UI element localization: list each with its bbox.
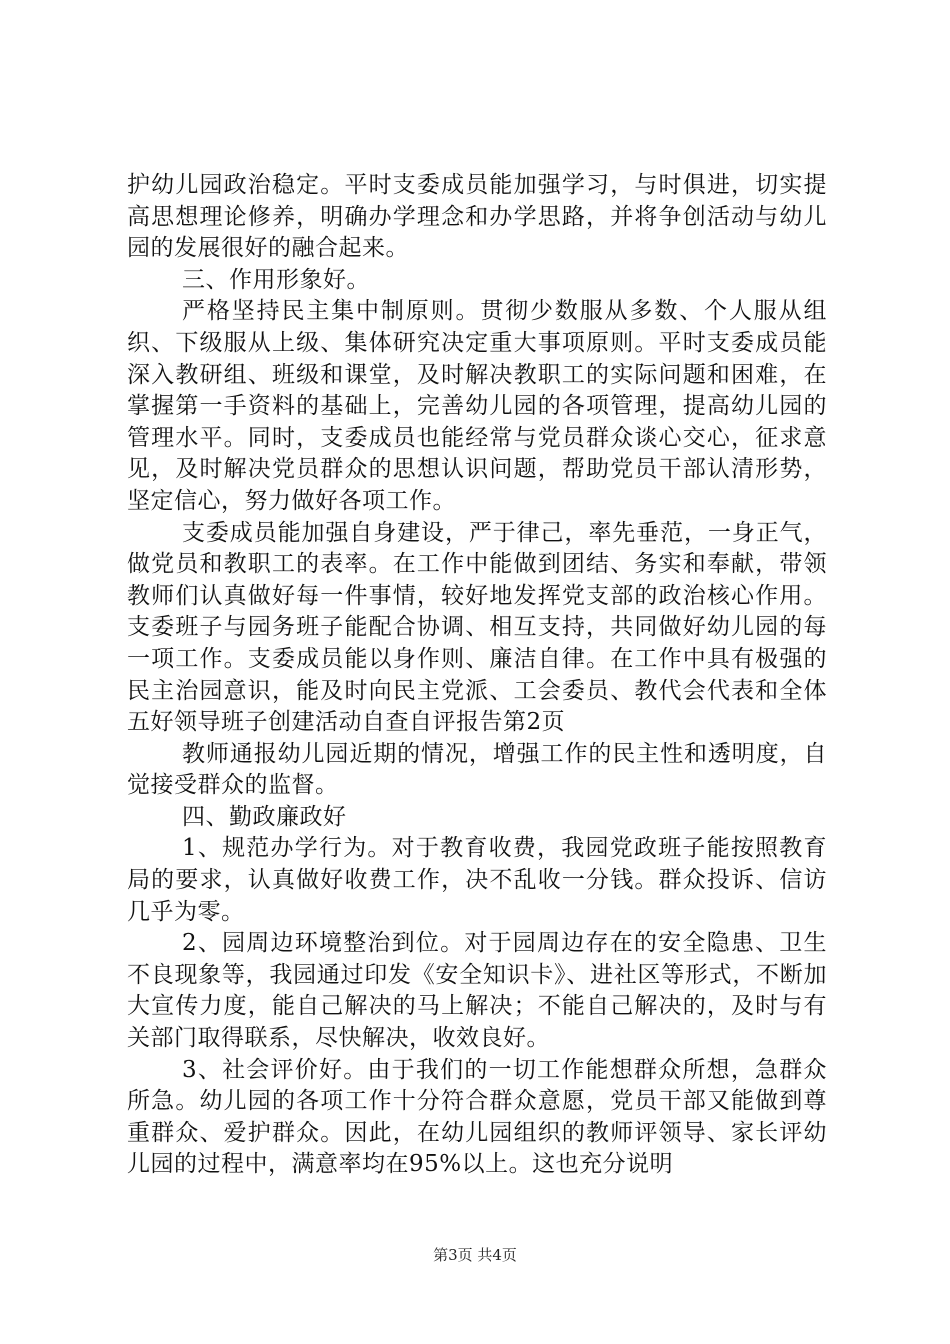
section-heading-4: 四、勤政廉政好 — [182, 803, 347, 830]
paragraph-self-building: 支委成员能加强自身建设，严于律己，率先垂范，一身正气，做党员和教职工的表率。在工作中能做到团结、务实和奉献，带领教师们认真做好每一件事情，较好地发挥党支部的政治核心作用。支委班子与园务班子能配合协调、相互支持，共同做好幼儿园的每一项工作。支委成员能以身作则、廉洁自律。在工作中具有极强的民主治园意识，能及时向民主党派、工会委员、教代会代表和全体五好领导班子创建活动自查自评报告第2页 — [127, 519, 827, 736]
list-item-3: 3、社会评价好。由于我们的一切工作能想群众所想，急群众所急。幼儿园的各项工作十分符合群众意愿，党员干部又能做到尊重群众、爱护群众。因此，在幼儿园组织的教师评领导、家长评幼儿园的过程中，满意率均在95%以上。这也充分说明 — [127, 1056, 827, 1178]
list-item-2: 2、园周边环境整治到位。对于园周边存在的安全隐患、卫生不良现象等，我园通过印发《安全知识卡》、进社区等形式，不断加大宣传力度，能自己解决的马上解决；不能自己解决的，及时与有关部门取得联系，尽快解决，收效良好。 — [127, 930, 827, 1052]
section-heading-3: 三、作用形象好。 — [182, 266, 370, 293]
paragraph-continuation: 护幼儿园政治稳定。平时支委成员能加强学习，与时俱进，切实提高思想理论修养，明确办学理念和办学思路，并将争创活动与幼儿园的发展很好的融合起来。 — [127, 172, 827, 262]
paragraph-democratic-centralism: 严格坚持民主集中制原则。贯彻少数服从多数、个人服从组织、下级服从上级、集体研究决定重大事项原则。平时支委成员能深入教研组、班级和课堂，及时解决教职工的实际问题和困难，在掌握第一手资料的基础上，完善幼儿园的各项管理，提高幼儿园的管理水平。同时，支委成员也能经常与党员群众谈心交心，征求意见，及时解决党员群众的思想认识问题，帮助党员干部认清形势，坚定信心，努力做好各项工作。 — [127, 298, 827, 514]
page-footer: 第3页 共4页 — [433, 1246, 517, 1264]
document-body — [127, 170, 827, 1181]
list-item-1: 1、规范办学行为。对于教育收费，我园党政班子能按照教育局的要求，认真做好收费工作，决不乱收一分钱。群众投诉、信访几乎为零。 — [127, 835, 827, 925]
paragraph-transparency: 教师通报幼儿园近期的情况，增强工作的民主性和透明度，自觉接受群众的监督。 — [127, 740, 827, 799]
